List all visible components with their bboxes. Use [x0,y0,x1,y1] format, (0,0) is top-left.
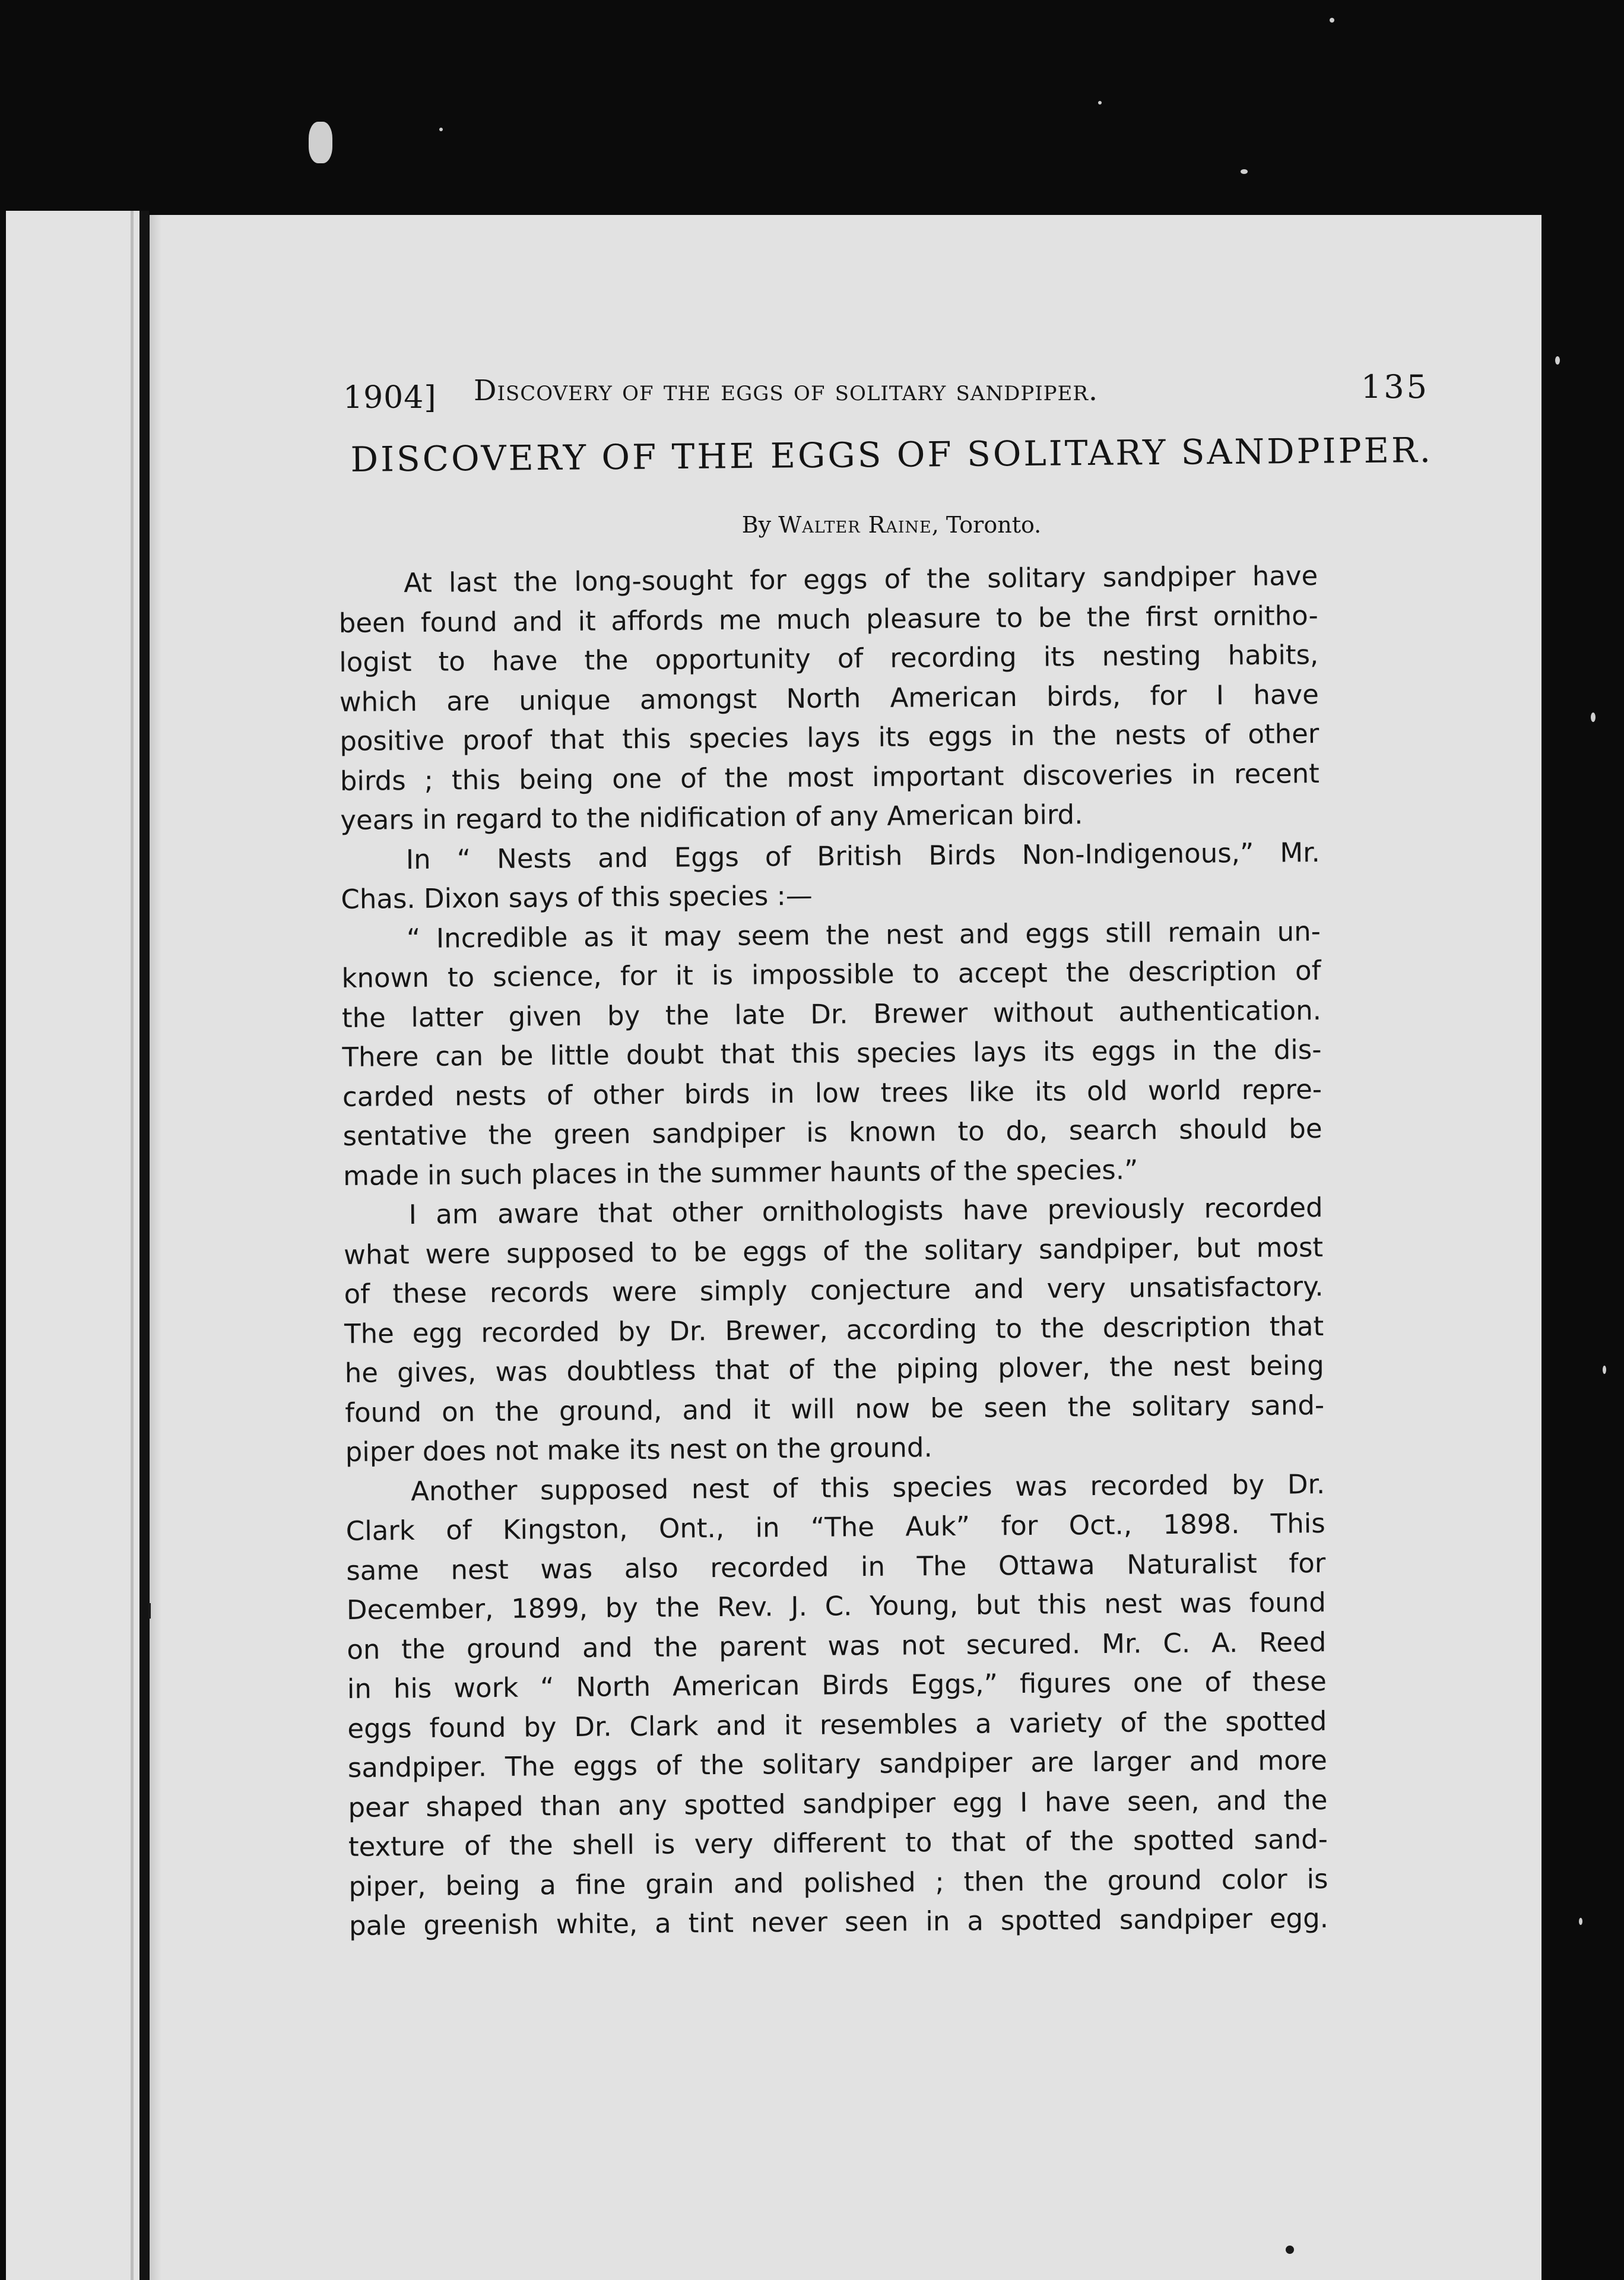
text-line: I am aware that other ornithologists have previously recorded [408,1192,1323,1231]
author-name: Walter Raine [778,512,932,538]
text-line: birds ; this being one of the most important discoveries in recent [340,757,1320,797]
text-line: sandpiper. The eggs of the solitary sandpiper are larger and more [347,1744,1328,1784]
text-line: At last the long-sought for eggs of the solitary sandpiper have [404,560,1318,599]
page-gutter-line [131,211,134,2280]
text-line: There can be little doubt that this species lays its eggs in the dis- [342,1034,1322,1073]
text-line: In “ Nests and Eggs of British Birds Non-Indigenous,” Mr. [405,836,1321,875]
byline-prefix: By [741,512,779,538]
running-head-year: 1904] [343,380,437,416]
text-line: years in regard to the nidification of any American bird. [340,799,1083,836]
scan-speck [309,122,332,163]
text-line: positive proof that this species lays its eggs in the nests of other [340,718,1320,757]
margin-mark [148,1603,151,1619]
scan-speck [1603,1366,1606,1374]
text-line: piper does not make its nest on the ground. [345,1432,932,1468]
article-title: DISCOVERY OF THE EGGS OF SOLITARY SANDPIPER. [350,429,1433,480]
text-line: piper, being a fine grain and polished ; then the ground color is [348,1863,1328,1902]
running-head [343,363,1447,417]
facing-page-edge [6,211,139,2280]
text-line: what were supposed to be eggs of the solitary sandpiper, but most [343,1231,1324,1271]
scan-speck [1591,712,1596,722]
text-line: known to science, for it is impossible to accept the description of [341,955,1321,994]
byline-location: , Toronto. [931,512,1042,538]
text-line: pale greenish white, a tint never seen in a spotted sandpiper egg. [348,1902,1329,1942]
scan-speck [439,128,443,131]
page-number: 135 [1360,368,1429,406]
text-line: of these records were simply conjecture and very unsatisfactory. [344,1271,1324,1310]
text-line: same nest was also recorded in The Ottawa Naturalist for [346,1547,1326,1586]
text-line: he gives, was doubtless that of the piping plover, the nest being [344,1350,1324,1389]
scan-speck [1330,18,1334,23]
scan-speck [1579,1918,1582,1925]
scan-speck [1555,356,1560,365]
text-line: eggs found by Dr. Clark and it resembles a variety of the spotted [347,1705,1327,1744]
text-line: Clark of Kingston, Ont., in “The Auk” for Oct., 1898. This [345,1507,1325,1547]
article-body [338,556,1328,1946]
scan-speck [1098,101,1102,104]
running-head-title: Discovery of the eggs of solitary sandpiper. [474,374,1099,407]
text-line: on the ground and the parent was not secured. Mr. C. A. Reed [347,1626,1327,1665]
byline [340,512,1444,538]
text-line: logist to have the opportunity of recording its nesting habits, [339,639,1319,678]
text-line: The egg recorded by Dr. Brewer, according to the description that [344,1310,1324,1350]
text-line: texture of the shell is very different to that of the spotted sand- [348,1823,1328,1863]
page-gutter-shade [150,215,161,2280]
page-gutter-shadow [139,211,149,2280]
text-line: the latter given by the late Dr. Brewer without authentication. [341,994,1322,1034]
text-line: been found and it affords me much pleasure to be the first ornitho- [338,599,1318,639]
book-page [150,215,1541,2280]
text-line: in his work “ North American Birds Eggs,” figures one of these [347,1665,1327,1705]
text-line: Another supposed nest of this species was recorded by Dr. [411,1468,1325,1507]
scan-speck [1241,169,1248,174]
ink-dot [1286,2246,1294,2254]
text-line: found on the ground, and it will now be seen the solitary sand- [345,1389,1325,1429]
text-line: pear shaped than any spotted sandpiper egg I have seen, and the [348,1784,1328,1823]
text-line: “ Incredible as it may seem the nest and eggs still remain un- [406,915,1321,954]
text-line: sentative the green sandpiper is known to do, search should be [342,1113,1322,1152]
text-line: Chas. Dixon says of this species :— [341,879,813,915]
text-line: December, 1899, by the Rev. J. C. Young, but this nest was found [346,1586,1326,1626]
text-line: carded nests of other birds in low trees like its old world repre- [342,1073,1322,1113]
text-line: made in such places in the summer haunts of the species.” [342,1153,1138,1192]
text-line: which are unique amongst North American birds, for I have [339,678,1319,718]
